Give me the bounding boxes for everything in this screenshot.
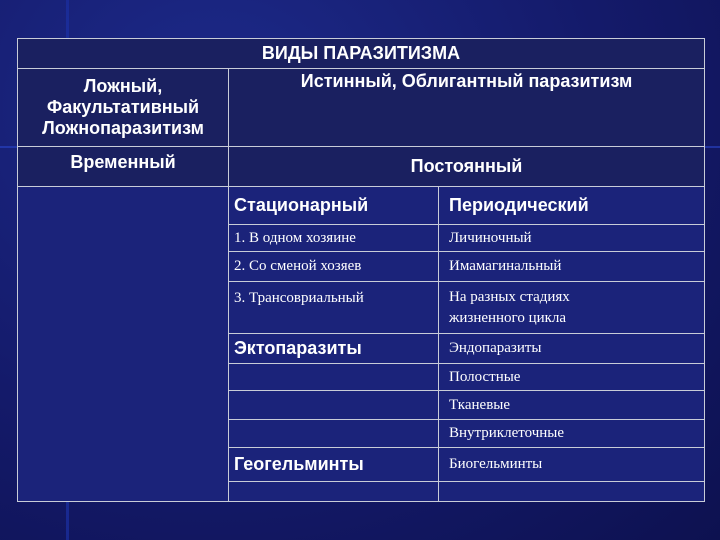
empty-cell: [229, 420, 439, 448]
false-parasitism-line-2: Факультативный: [46, 97, 200, 117]
life-stages-line-1: На разных стадиях: [449, 288, 570, 305]
life-stages-line-2: жизненного цикла: [449, 309, 567, 326]
empty-cell: [229, 482, 439, 502]
one-host-cell: 1. В одном хозяине: [229, 225, 439, 252]
table-title: ВИДЫ ПАРАЗИТИЗМА: [18, 39, 705, 69]
true-parasitism-cell: Истинный, Облигантный паразитизм: [229, 69, 705, 147]
ectoparasites-cell: Эктопаразиты: [229, 334, 439, 364]
intracellular-cell: Внутриклеточные: [439, 420, 705, 448]
imaginal-cell: Имамагинальный: [439, 252, 705, 282]
geohelminths-cell: Геогельминты: [229, 448, 439, 482]
periodic-cell: Периодический: [439, 187, 705, 225]
stationary-cell: Стационарный: [229, 187, 439, 225]
temporary-cell: Временный: [18, 147, 229, 187]
endoparasites-cell: Эндопаразиты: [439, 334, 705, 364]
cavity-cell: Полостные: [439, 364, 705, 391]
false-parasitism-line-1: Ложный,: [83, 76, 163, 96]
empty-cell: [439, 482, 705, 502]
parasitism-types-table: [17, 38, 705, 502]
permanent-cell: Постоянный: [229, 147, 705, 187]
empty-cell: [229, 364, 439, 391]
life-stages-cell: [439, 282, 705, 334]
biohelminths-cell: Биогельминты: [439, 448, 705, 482]
empty-left-column: [18, 187, 229, 502]
false-parasitism-cell: [18, 69, 229, 147]
host-change-cell: 2. Со сменой хозяев: [229, 252, 439, 282]
tissue-cell: Тканевые: [439, 391, 705, 420]
larval-cell: Личиночный: [439, 225, 705, 252]
empty-cell: [229, 391, 439, 420]
false-parasitism-line-3: Ложнопаразитизм: [42, 118, 204, 138]
transovarial-cell: 3. Трансовриальный: [229, 282, 439, 334]
